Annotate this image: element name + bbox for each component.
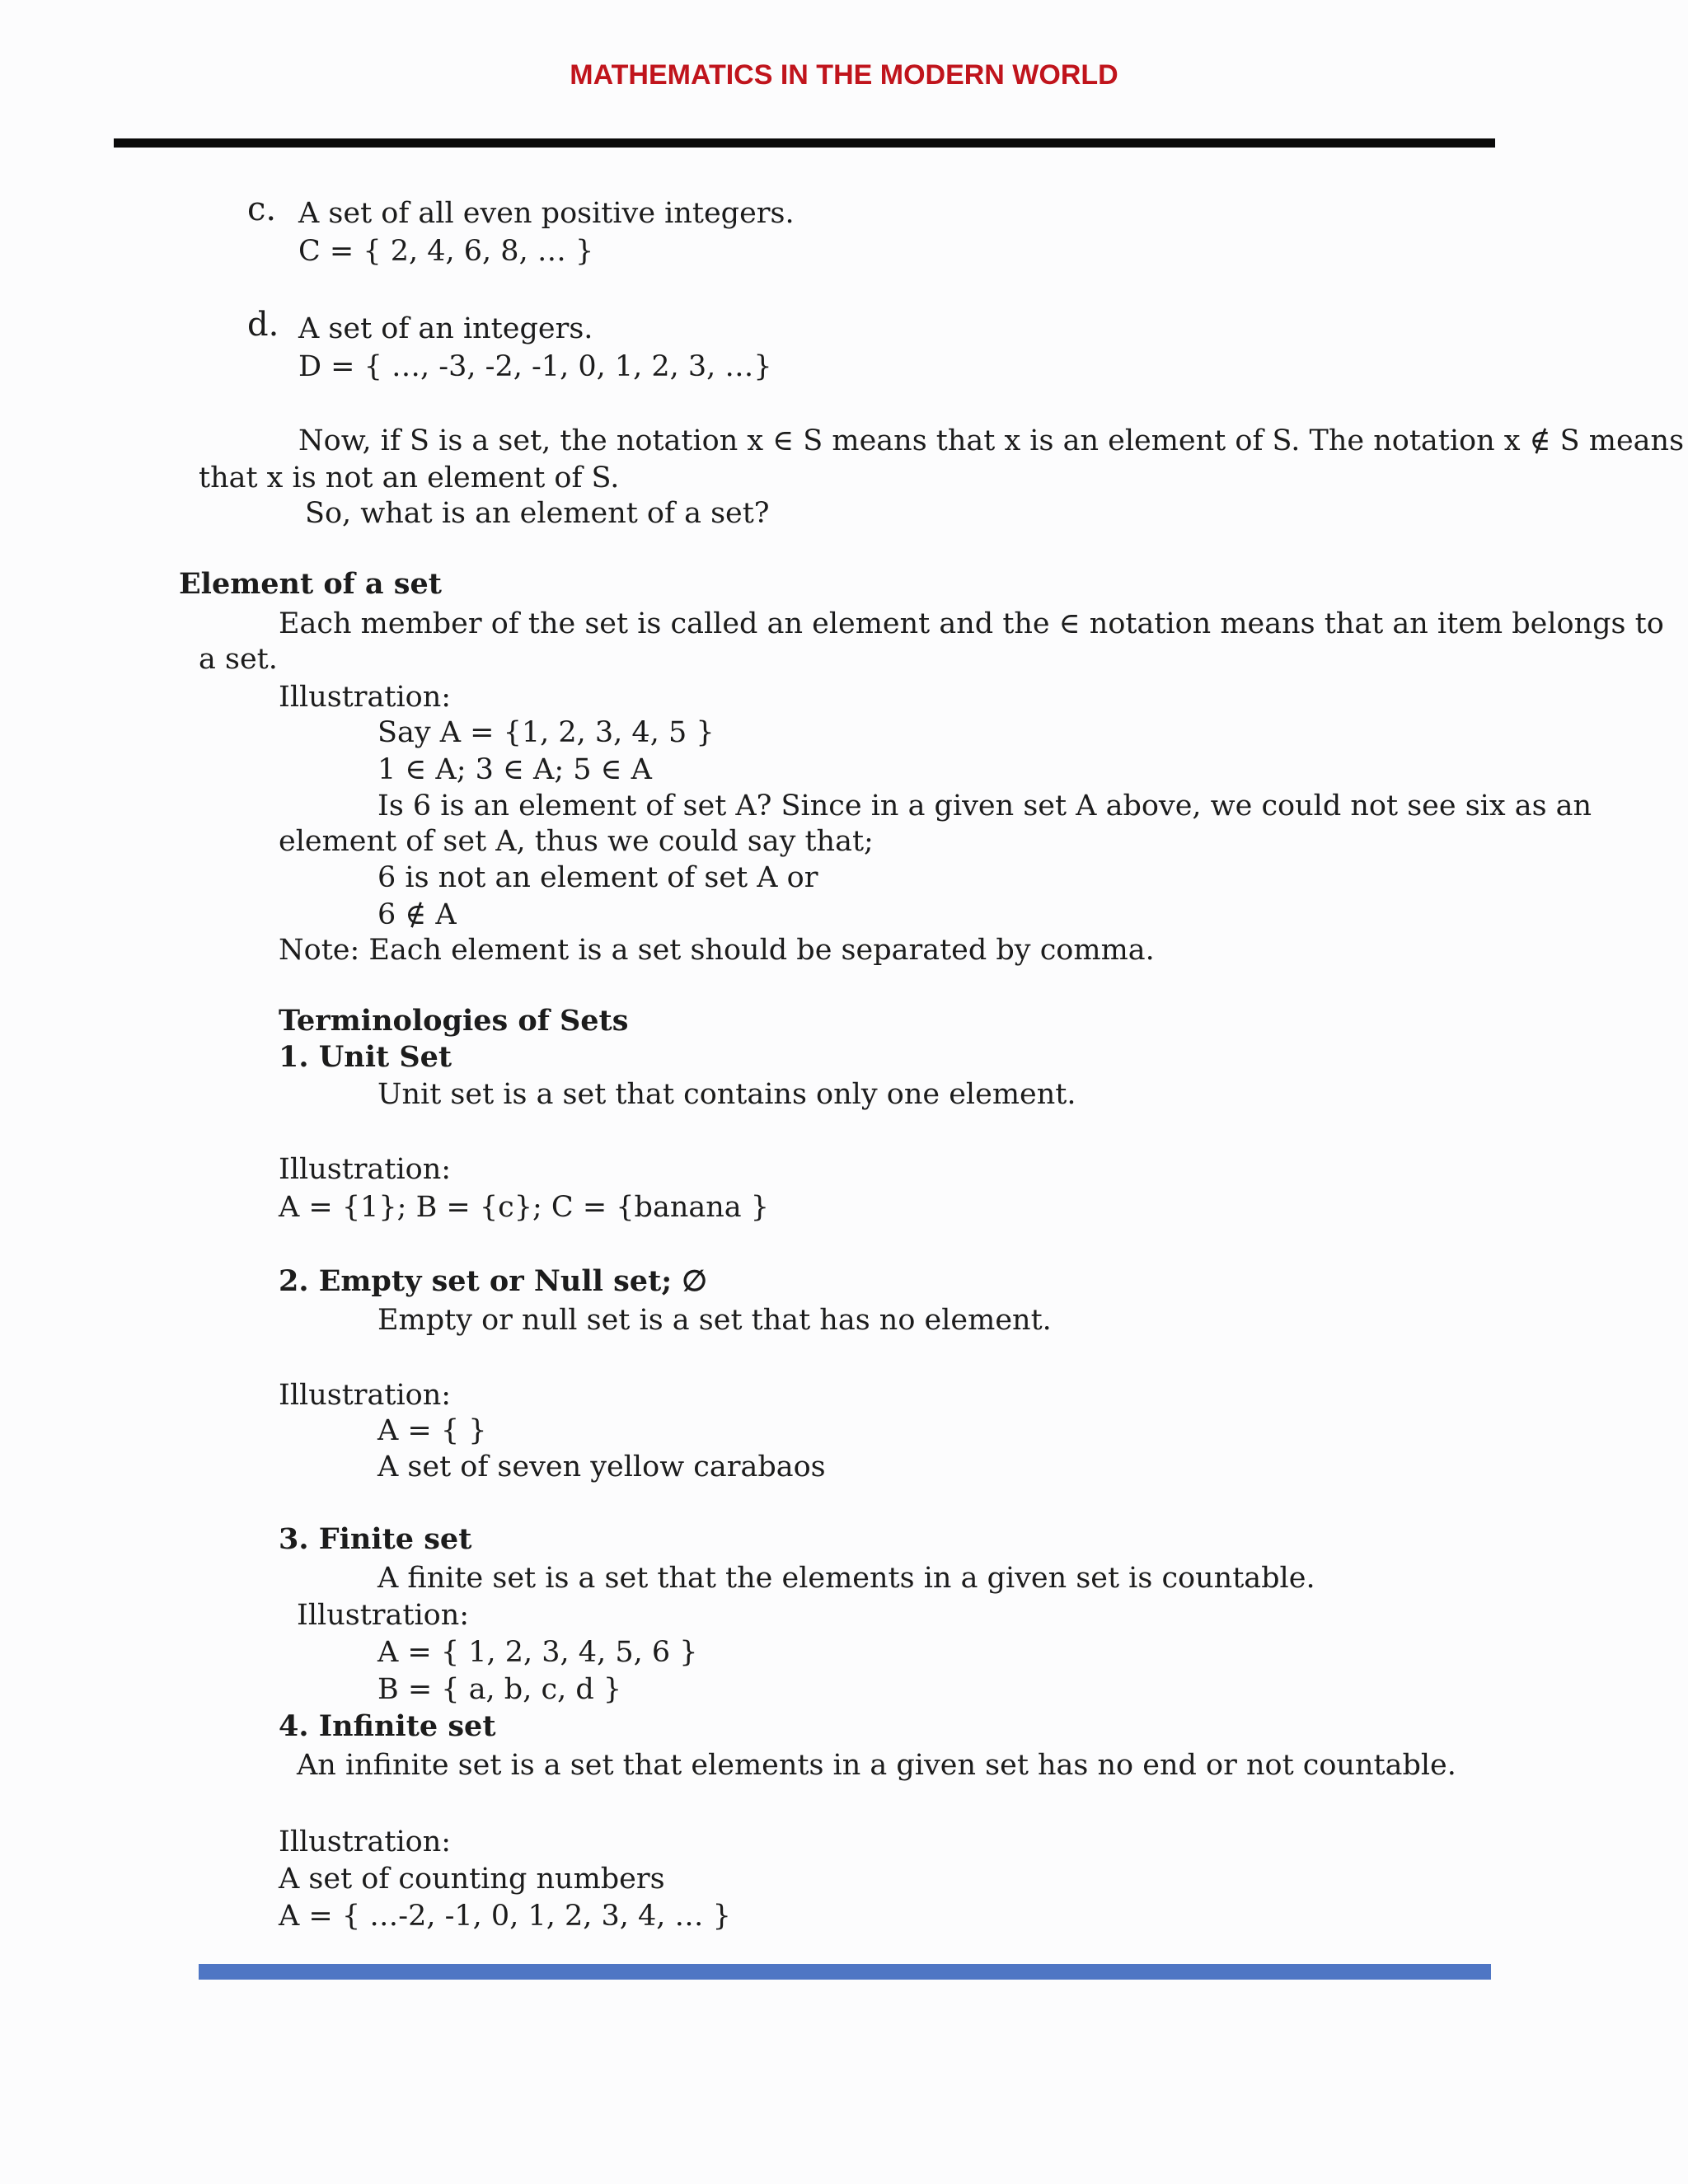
list-marker-c: c. <box>247 190 277 228</box>
element-definition-line-2: a set. <box>199 643 278 676</box>
notation-question: So, what is an element of a set? <box>305 497 770 530</box>
element-members: 1 ∈ A; 3 ∈ A; 5 ∈ A <box>377 753 652 786</box>
page-header-title: MATHEMATICS IN THE MODERN WORLD <box>570 59 1118 91</box>
header-rule <box>114 138 1495 148</box>
element-not-symbol: 6 ∉ A <box>377 898 457 931</box>
infinite-set-illustration-label: Illustration: <box>279 1825 452 1858</box>
example-d-text: A set of an integers. <box>298 312 593 345</box>
unit-set-illustration-label: Illustration: <box>279 1153 452 1186</box>
notation-line-1: Now, if S is a set, the notation x ∈ S means that x is an element of S. The notation x ∉ S means <box>298 424 1685 457</box>
example-d-set: D = { …, -3, -2, -1, 0, 1, 2, 3, …} <box>298 350 772 383</box>
element-question-line-2: element of set A, thus we could say that; <box>279 825 874 858</box>
infinite-set-definition: An infinite set is a set that elements in a given set has no end or not countable. <box>297 1749 1456 1782</box>
unit-set-example: A = {1}; B = {c}; C = {banana } <box>279 1191 770 1224</box>
empty-set-title: 2. Empty set or Null set; ∅ <box>279 1264 707 1298</box>
unit-set-title: 1. Unit Set <box>279 1040 452 1074</box>
element-illustration-label: Illustration: <box>279 681 452 714</box>
unit-set-definition: Unit set is a set that contains only one element. <box>377 1078 1076 1111</box>
terminologies-heading: Terminologies of Sets <box>279 1004 629 1038</box>
list-marker-d: d. <box>247 306 279 344</box>
empty-set-example-2: A set of seven yellow carabaos <box>377 1451 826 1483</box>
empty-set-definition: Empty or null set is a set that has no element. <box>377 1304 1052 1337</box>
empty-set-example-1: A = { } <box>377 1414 487 1447</box>
element-not-element: 6 is not an element of set A or <box>377 861 818 894</box>
empty-set-illustration-label: Illustration: <box>279 1379 452 1412</box>
element-note: Note: Each element is a set should be separated by comma. <box>279 934 1155 967</box>
finite-set-definition: A finite set is a set that the elements in a given set is countable. <box>377 1562 1315 1595</box>
finite-set-example-2: B = { a, b, c, d } <box>377 1673 622 1706</box>
finite-set-example-1: A = { 1, 2, 3, 4, 5, 6 } <box>377 1636 698 1669</box>
example-c-text: A set of all even positive integers. <box>298 197 795 230</box>
footer-rule <box>199 1964 1491 1980</box>
infinite-set-example-1: A set of counting numbers <box>279 1863 665 1896</box>
finite-set-title: 3. Finite set <box>279 1522 472 1556</box>
infinite-set-example-2: A = { …-2, -1, 0, 1, 2, 3, 4, … } <box>279 1900 731 1933</box>
notation-line-2: that x is not an element of S. <box>199 462 620 494</box>
infinite-set-title: 4. Infinite set <box>279 1709 496 1743</box>
element-of-set-heading: Element of a set <box>179 567 442 601</box>
element-definition-line-1: Each member of the set is called an element and the ∈ notation means that an item belongs to <box>279 607 1664 640</box>
example-c-set: C = { 2, 4, 6, 8, … } <box>298 235 594 268</box>
element-question-line-1: Is 6 is an element of set A? Since in a given set A above, we could not see six as an <box>377 790 1592 823</box>
finite-set-illustration-label: Illustration: <box>297 1599 470 1632</box>
element-say-set: Say A = {1, 2, 3, 4, 5 } <box>377 716 715 749</box>
